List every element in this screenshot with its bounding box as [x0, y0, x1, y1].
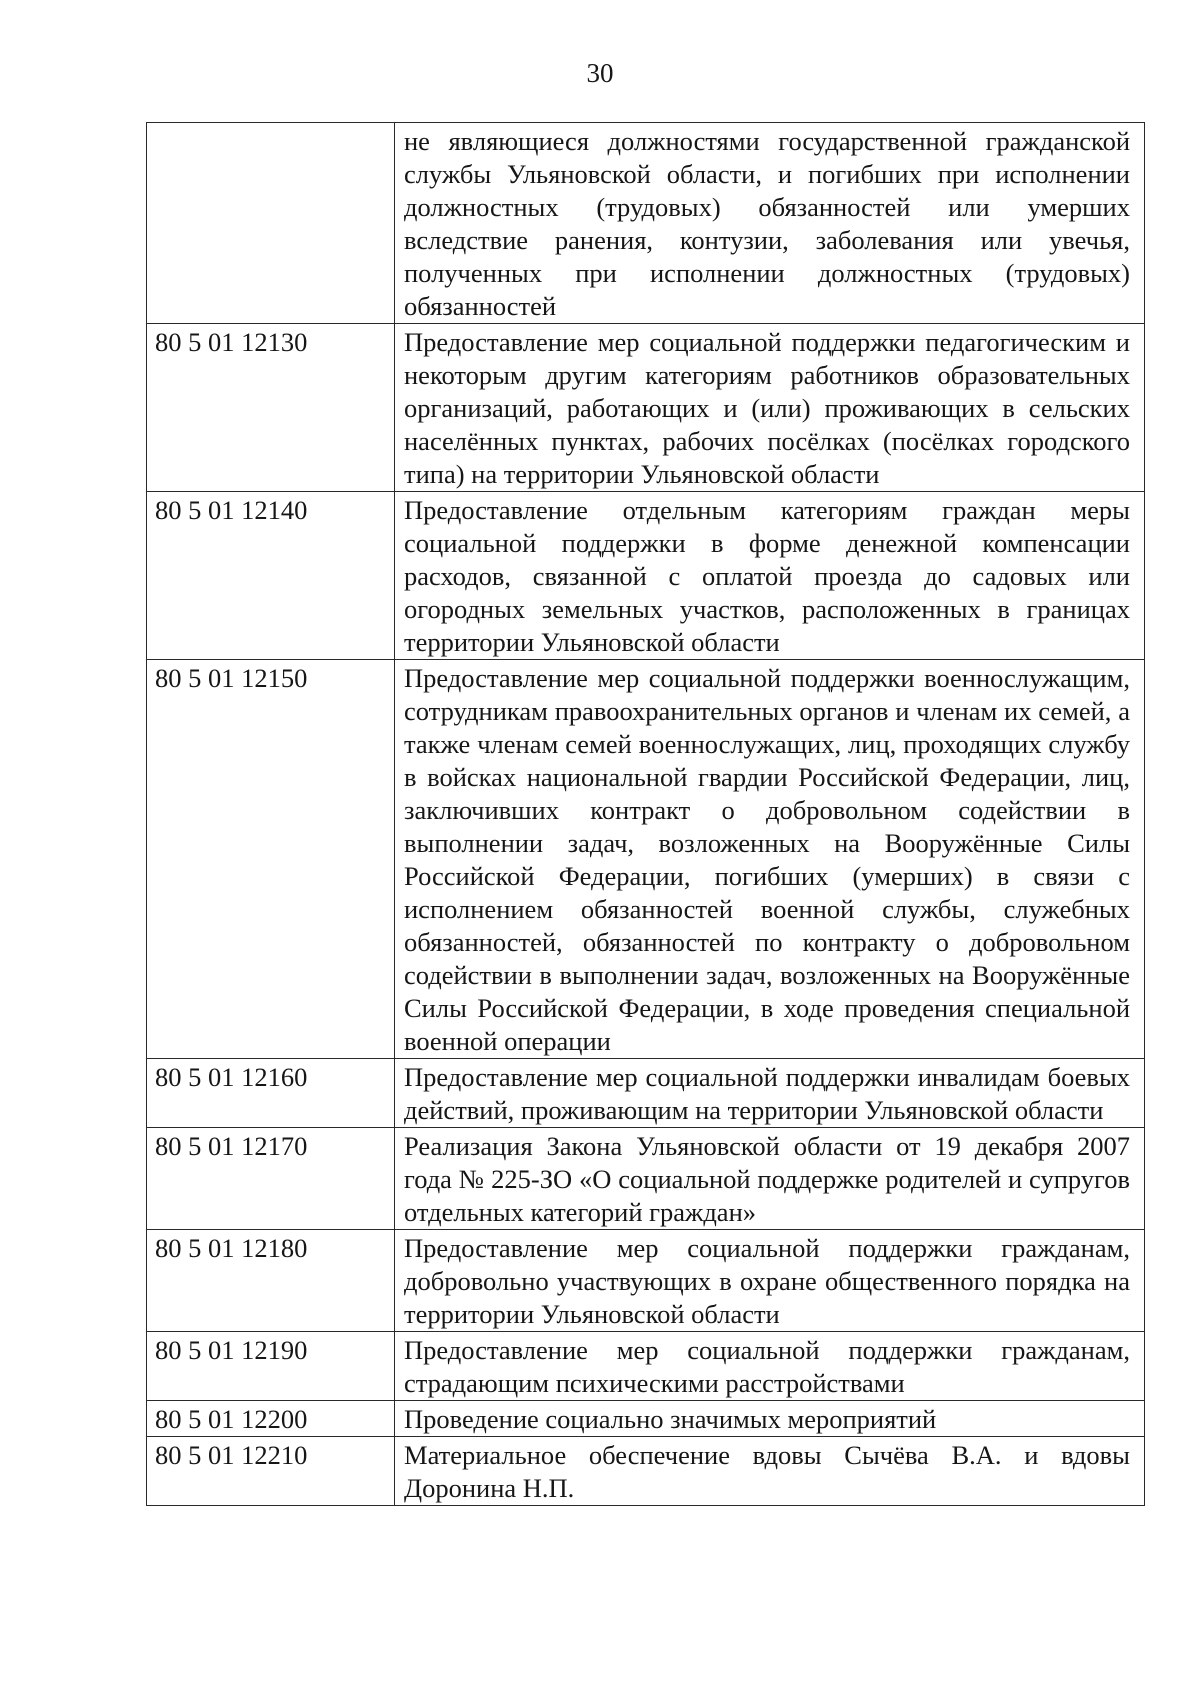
budget-classification-table: [146, 122, 1145, 1506]
row-code: 80 5 01 12130: [147, 324, 395, 492]
table-row: [147, 1230, 1145, 1332]
table-row: [147, 660, 1145, 1059]
row-code: 80 5 01 12150: [147, 660, 395, 1059]
row-code: 80 5 01 12180: [147, 1230, 395, 1332]
table-row: [147, 1437, 1145, 1506]
table-row: [147, 324, 1145, 492]
table-row: [147, 1128, 1145, 1230]
row-code: 80 5 01 12190: [147, 1332, 395, 1401]
table-row: [147, 1059, 1145, 1128]
row-description: Предоставление мер социальной поддержки военнослужащим, сотрудникам правоохранительных органов и членам их семей, а также членам семей военнослужащих, лиц, проходящих службу в войсках национальной гвардии Российской Федерации, лиц, заключивших контракт о добровольном содействии в выполнении задач, возложенных на Вооружённые Силы Российской Федерации, погибших (умерших) в связи с исполнением обязанностей военной службы, служебных обязанностей, обязанностей по контракту о добровольном содействии в выполнении задач, возложенных на Вооружённые Силы Российской Федерации, в ходе проведения специальной военной операции: [395, 660, 1145, 1059]
row-description: Предоставление мер социальной поддержки гражданам, добровольно участвующих в охране общественного порядка на территории Ульяновской области: [395, 1230, 1145, 1332]
table-row: [147, 1332, 1145, 1401]
table-row: [147, 492, 1145, 660]
row-code: [147, 123, 395, 324]
row-description: Проведение социально значимых мероприятий: [395, 1401, 1145, 1437]
row-description: Реализация Закона Ульяновской области от 19 декабря 2007 года № 225-ЗО «О социальной поддержке родителей и супругов отдельных категорий граждан»: [395, 1128, 1145, 1230]
row-code: 80 5 01 12140: [147, 492, 395, 660]
row-description: Предоставление мер социальной поддержки педагогическим и некоторым другим категориям работников образовательных организаций, работающих и (или) проживающих в сельских населённых пунктах, рабочих посёлках (посёлках городского типа) на территории Ульяновской области: [395, 324, 1145, 492]
row-code: 80 5 01 12170: [147, 1128, 395, 1230]
table-row: [147, 1401, 1145, 1437]
page-number: 30: [586, 58, 614, 88]
table-row: [147, 123, 1145, 324]
row-code: 80 5 01 12200: [147, 1401, 395, 1437]
row-description: Предоставление мер социальной поддержки инвалидам боевых действий, проживающим на территории Ульяновской области: [395, 1059, 1145, 1128]
row-code: 80 5 01 12210: [147, 1437, 395, 1506]
row-description: Предоставление отдельным категориям граждан меры социальной поддержки в форме денежной компенсации расходов, связанной с оплатой проезда до садовых или огородных земельных участков, расположенных в границах территории Ульяновской области: [395, 492, 1145, 660]
row-description: Материальное обеспечение вдовы Сычёва В.А. и вдовы Доронина Н.П.: [395, 1437, 1145, 1506]
row-description: не являющиеся должностями государственной гражданской службы Ульяновской области, и погибших при исполнении должностных (трудовых) обязанностей или умерших вследствие ранения, контузии, заболевания или увечья, полученных при исполнении должностных (трудовых) обязанностей: [395, 123, 1145, 324]
row-code: 80 5 01 12160: [147, 1059, 395, 1128]
row-description: Предоставление мер социальной поддержки гражданам, страдающим психическими расстройствами: [395, 1332, 1145, 1401]
